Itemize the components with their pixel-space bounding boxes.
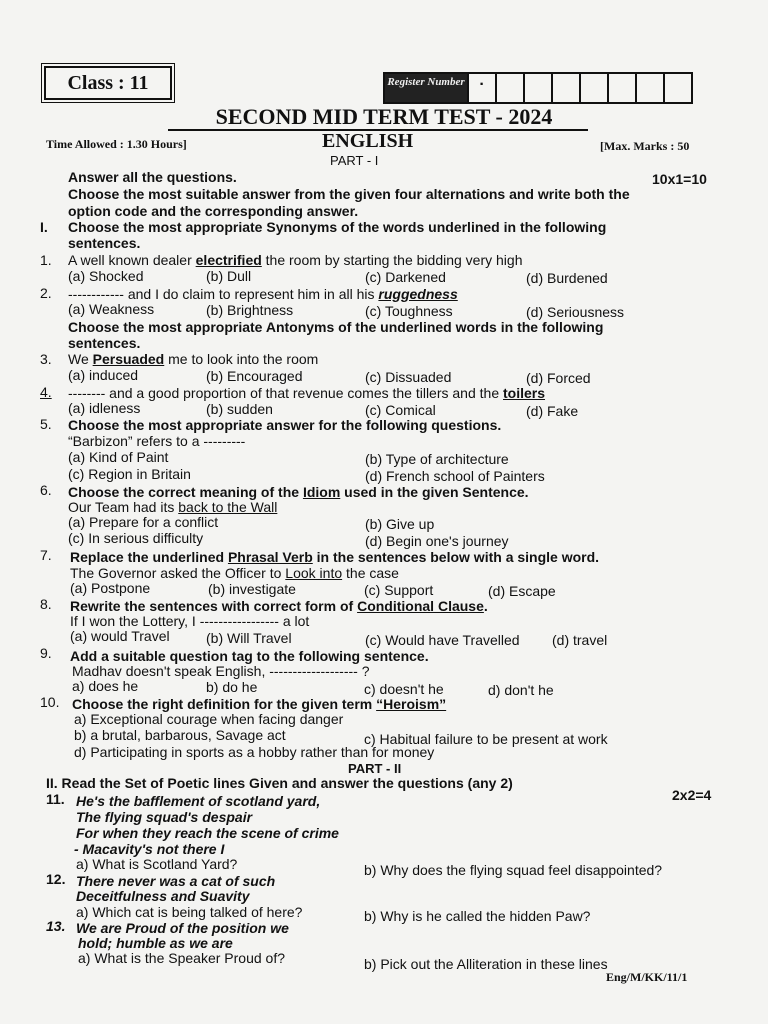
question-number: 10.	[40, 694, 60, 710]
register-number-label: Register Number	[385, 74, 467, 102]
option-d: (d) Fake	[526, 403, 579, 419]
option-b: (b) Give up	[365, 516, 435, 532]
register-number-box	[383, 72, 693, 104]
register-cell[interactable]	[663, 74, 691, 102]
option-c: (c) Dissuaded	[365, 369, 452, 385]
option-a: (a) idleness	[68, 400, 141, 416]
poem-line: Deceitfulness and Suavity	[76, 888, 250, 904]
question-heading: Choose the right definition for the given term “Heroism”	[72, 696, 447, 712]
question-stem: “Barbizon” refers to a ---------	[68, 433, 246, 449]
option-a: (a) would Travel	[70, 628, 170, 644]
question-number: 4.	[40, 384, 52, 400]
question-number: 2.	[40, 285, 52, 301]
question-number: 7.	[40, 547, 52, 563]
poem-line: - Macavity's not there I	[74, 841, 225, 857]
option-c: c) Habitual failure to be present at work	[364, 731, 608, 747]
poem-line: There never was a cat of such	[76, 873, 276, 889]
option-c: (c) Toughness	[365, 303, 453, 319]
exam-title: SECOND MID TERM TEST - 2024	[215, 104, 553, 129]
option-c: (c) Comical	[365, 402, 436, 418]
option-b: (b) Type of architecture	[365, 451, 509, 467]
option-c: (c) Support	[364, 582, 434, 598]
footer-code: Eng/M/KK/11/1	[606, 970, 688, 984]
register-cell[interactable]	[551, 74, 579, 102]
question-heading: Replace the underlined Phrasal Verb in the sentences below with a single word.	[70, 549, 600, 565]
option-d: (d) Seriousness	[526, 304, 625, 320]
part-two-marks: 2x2=4	[672, 787, 712, 803]
instruction-line: Choose the most suitable answer from the given four alternations and write both the	[68, 186, 630, 202]
option-b: (b) investigate	[208, 581, 296, 597]
option-b: b) do he	[206, 679, 258, 695]
sub-question-b: b) Pick out the Alliteration in these lines	[364, 956, 608, 972]
question-number: 9.	[40, 645, 52, 661]
option-a: a) Exceptional courage when facing danger	[74, 711, 344, 727]
option-a: (a) induced	[68, 367, 139, 383]
section-heading: sentences.	[68, 235, 141, 251]
subject-title: ENGLISH	[322, 130, 414, 152]
sub-question-a: a) What is the Speaker Proud of?	[78, 950, 285, 966]
option-a: a) does he	[72, 678, 139, 694]
question-heading: Choose the correct meaning of the Idiom used in the given Sentence.	[68, 484, 529, 500]
sub-question-b: b) Why does the flying squad feel disappointed?	[364, 862, 663, 878]
class-label: Class : 11	[44, 66, 172, 100]
option-c: (c) Darkened	[365, 269, 446, 285]
poem-line: He's the bafflement of scotland yard,	[76, 793, 321, 809]
register-cell[interactable]	[607, 74, 635, 102]
sub-question-a: a) Which cat is being talked of here?	[76, 904, 303, 920]
question-number: 1.	[40, 252, 52, 268]
option-b: (b) sudden	[206, 401, 273, 417]
question-stem: We Persuaded me to look into the room	[68, 351, 319, 367]
poem-line: The flying squad's despair	[76, 809, 253, 825]
question-number: 6.	[40, 482, 52, 498]
option-a: (a) Postpone	[70, 580, 151, 596]
question-stem: Our Team had its back to the Wall	[68, 499, 278, 515]
option-c: (c) Region in Britain	[68, 466, 191, 482]
question-number: 11.	[46, 791, 65, 807]
question-stem: If I won the Lottery, I ----------------- a lot	[70, 613, 310, 629]
option-d: (d) Begin one's journey	[365, 533, 509, 549]
option-b: b) a brutal, barbarous, Savage act	[74, 727, 286, 743]
option-d: (d) travel	[552, 632, 608, 648]
question-stem: ------------ and I do claim to represent him in all his ruggedness	[68, 286, 458, 302]
question-stem: A well known dealer electrified the room by starting the bidding very high	[68, 252, 523, 268]
time-allowed: Time Allowed : 1.30 Hours]	[46, 137, 187, 151]
question-heading: Rewrite the sentences with correct form of Conditional Clause.	[70, 598, 488, 614]
question-number: 3.	[40, 351, 52, 367]
option-d: d) don't he	[488, 682, 554, 698]
section-number: I.	[40, 219, 48, 235]
option-a: (a) Prepare for a conflict	[68, 514, 219, 530]
section-heading: Choose the most appropriate Antonyms of the underlined words in the following	[68, 319, 604, 335]
option-d: d) Participating in sports as a hobby rather than for money	[74, 744, 435, 760]
register-cell[interactable]	[523, 74, 551, 102]
poem-line: For when they reach the scene of crime	[76, 825, 339, 841]
option-b: (b) Will Travel	[206, 630, 292, 646]
max-marks: [Max. Marks : 50	[600, 139, 690, 153]
option-c: c) doesn't he	[364, 681, 444, 697]
option-b: (b) Brightness	[206, 302, 294, 318]
option-d: (d) Forced	[526, 370, 591, 386]
instruction-line: option code and the corresponding answer.	[68, 203, 359, 219]
register-cell[interactable]: ·	[467, 74, 495, 102]
question-number: 8.	[40, 596, 52, 612]
option-b: (b) Dull	[206, 268, 252, 284]
poem-line: We are Proud of the position we	[76, 920, 289, 936]
register-cell[interactable]	[579, 74, 607, 102]
poem-line: hold; humble as we are	[78, 935, 233, 951]
question-heading: Choose the most appropriate answer for the following questions.	[68, 417, 502, 433]
option-d: (d) Burdened	[526, 270, 608, 286]
register-cell[interactable]	[495, 74, 523, 102]
question-number: 13.	[46, 918, 66, 934]
question-heading: Add a suitable question tag to the following sentence.	[70, 648, 429, 664]
section-heading: Choose the most appropriate Synonyms of the words underlined in the following	[68, 219, 607, 235]
sub-question-b: b) Why is he called the hidden Paw?	[364, 908, 591, 924]
option-a: (a) Weakness	[68, 301, 155, 317]
instruction-answer-all: Answer all the questions.	[68, 169, 237, 185]
option-b: (b) Encouraged	[206, 368, 303, 384]
question-number: 12.	[46, 871, 66, 887]
sub-question-a: a) What is Scotland Yard?	[76, 856, 238, 872]
option-d: (d) French school of Painters	[365, 468, 545, 484]
option-a: (a) Kind of Paint	[68, 449, 169, 465]
section-heading: II. Read the Set of Poetic lines Given and answer the questions (any 2)	[46, 775, 513, 791]
option-c: (c) Would have Travelled	[365, 632, 520, 648]
part-one-heading: PART - I	[330, 153, 379, 168]
option-d: (d) Escape	[488, 583, 556, 599]
option-a: (a) Shocked	[68, 268, 144, 284]
section-heading: sentences.	[68, 335, 141, 351]
register-cell[interactable]	[635, 74, 663, 102]
part-two-heading: PART - II	[348, 761, 402, 776]
question-stem: -------- and a good proportion of that revenue comes the tillers and the toilers	[68, 385, 546, 401]
option-c: (c) In serious difficulty	[68, 530, 204, 546]
question-stem: Madhav doesn't speak English, ------------------- ?	[72, 663, 370, 679]
part-one-marks: 10x1=10	[652, 171, 707, 187]
question-number: 5.	[40, 416, 52, 432]
question-stem: The Governor asked the Officer to Look into the case	[70, 565, 399, 581]
